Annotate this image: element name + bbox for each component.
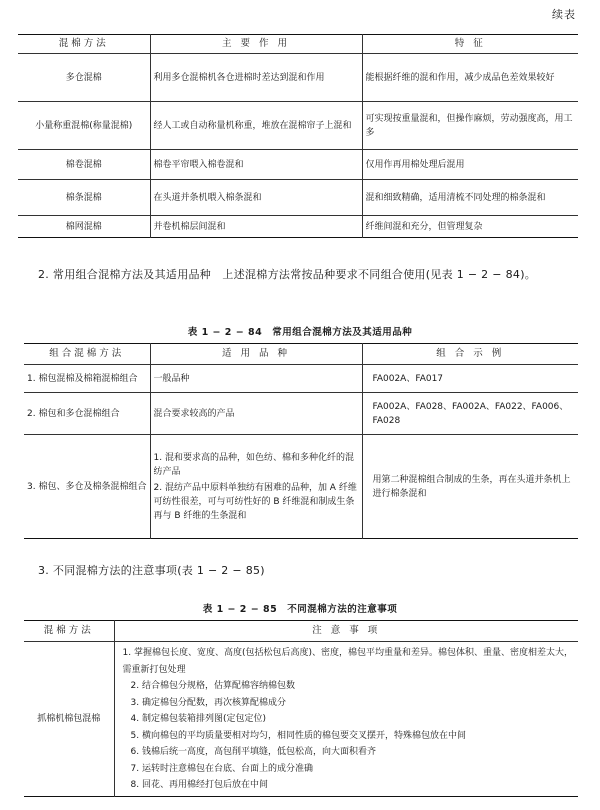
table-row xyxy=(24,393,578,435)
table-row xyxy=(18,102,578,150)
function-cell: 棉卷平帘喂入棉卷混和 xyxy=(150,150,362,180)
table-header-row xyxy=(24,344,578,365)
combined-mixing-table xyxy=(24,343,578,539)
function-cell: 并卷机棉层间混和 xyxy=(150,216,362,238)
usage-line: 1. 混和要求高的品种，如色纺、棉和多种化纤的混纺产品 xyxy=(153,452,354,477)
method-cell: 棉条混棉 xyxy=(18,180,150,216)
method-cell: 2. 棉包和多仓混棉组合 xyxy=(24,393,150,435)
table-header-row xyxy=(18,35,578,54)
column-header: 特 征 xyxy=(362,35,578,54)
note-item: 8. 回花、再用棉经打包后放在中间 xyxy=(130,780,268,790)
table-row xyxy=(24,435,578,539)
usage-cell: 混合要求较高的产品 xyxy=(150,393,362,435)
method-cell: 小量称重混棉(称量混棉) xyxy=(18,102,150,150)
column-header: 主 要 作 用 xyxy=(150,35,362,54)
method-cell: 棉卷混棉 xyxy=(18,150,150,180)
table-85-caption: 表 1 − 2 − 85 不同混棉方法的注意事项 xyxy=(202,604,398,615)
feature-cell: 可实现按重量混和，但操作麻烦，劳动强度高，用工多 xyxy=(362,102,578,150)
usage-cell: 一般品种 xyxy=(150,365,362,393)
usage-line: 2. 混纺产品中原料单独纺有困难的品种，加 A 纤维可纺性很差，可与可纺性好的 B 纤维混和制成生条再与 B 纤维的生条混和 xyxy=(153,482,357,521)
table-row xyxy=(18,54,578,102)
table-row xyxy=(24,365,578,393)
table-row xyxy=(18,180,578,216)
method-cell: 棉网混棉 xyxy=(65,221,102,232)
note-item: 1. 掌握棉包长度、宽度、高度(包括松包后高度)、密度，棉包平均重量和差异。棉包体积、重量、密度相差太大，需重新打包处理 xyxy=(122,648,573,675)
method-cell: 3. 棉包、多仓及棉条混棉组合 xyxy=(27,481,147,492)
feature-cell: 混和细致精确，适用清梳不同处理的棉条混和 xyxy=(362,180,578,216)
note-item: 3. 确定棉包分配数，再次核算配棉成分 xyxy=(130,697,286,708)
table-row xyxy=(18,216,578,238)
note-item: 6. 钱棉后统一高度，高包削平填缝，低包松高，向大面积看齐 xyxy=(130,747,376,757)
note-item: 4. 制定棉包装箱排列图(定包定位) xyxy=(130,714,266,724)
column-header: 混棉方法 xyxy=(18,35,150,54)
function-cell: 经人工或自动称量机称重，堆放在混棉帘子上混和 xyxy=(150,102,362,150)
feature-cell: 仅用作再用棉处理后混用 xyxy=(362,150,578,180)
section-2-paragraph: 2. 常用组合混棉方法及其适用品种 上述混棉方法常按品种要求不同组合使用(见表 1 − 2 − 84)。 xyxy=(38,268,537,281)
section-3-paragraph: 3. 不同混棉方法的注意事项(表 1 − 2 − 85) xyxy=(38,564,265,577)
table-header-row xyxy=(24,621,578,642)
table-row xyxy=(24,642,578,797)
feature-cell: 纤维间混和充分，但管理复杂 xyxy=(362,216,578,238)
example-cell: FA002A、FA017 xyxy=(362,365,578,393)
method-cell: 多仓混棉 xyxy=(18,54,150,102)
table-84-caption: 表 1 − 2 − 84 常用组合混棉方法及其适用品种 xyxy=(187,327,413,338)
function-cell: 在头道并条机喂入棉条混和 xyxy=(150,180,362,216)
feature-cell: 能根据纤维的混和作用，减少成品色差效果较好 xyxy=(362,54,578,102)
continued-label: 续表 xyxy=(552,8,576,21)
column-header: 注 意 事 项 xyxy=(114,621,578,642)
method-cell: 1. 棉包混棉及棉箱混棉组合 xyxy=(24,365,150,393)
example-cell: FA002A、FA028、FA002A、FA022、FA006、FA028 xyxy=(362,393,578,435)
column-header: 适 用 品 种 xyxy=(150,344,362,365)
note-item: 2. 结合棉包分规格，估算配棉容纳棉包数 xyxy=(130,681,295,691)
column-header: 组 合 示 例 xyxy=(362,344,578,365)
example-cell: 用第二种混棉组合制成的生条，再在头道并条机上进行棉条混和 xyxy=(362,435,578,539)
column-header: 组合混棉方法 xyxy=(24,344,150,365)
usage-cell xyxy=(150,435,362,539)
table-row xyxy=(18,150,578,180)
method-cell: 抓棉机棉包混棉 xyxy=(37,713,101,724)
function-cell: 利用多仓混棉机各仓进棉时差达到混和作用 xyxy=(150,54,362,102)
mixing-notes-table xyxy=(24,620,578,797)
column-header: 混棉方法 xyxy=(24,621,114,642)
mixing-methods-table-continued xyxy=(18,34,578,238)
notes-cell xyxy=(114,642,578,797)
note-item: 7. 运转时注意棉包在台底、台面上的成分准确 xyxy=(130,763,313,774)
note-item: 5. 横向棉包的平均质量要相对均匀，相同性质的棉包要交叉摆开，特殊棉包放在中间 xyxy=(130,730,466,741)
